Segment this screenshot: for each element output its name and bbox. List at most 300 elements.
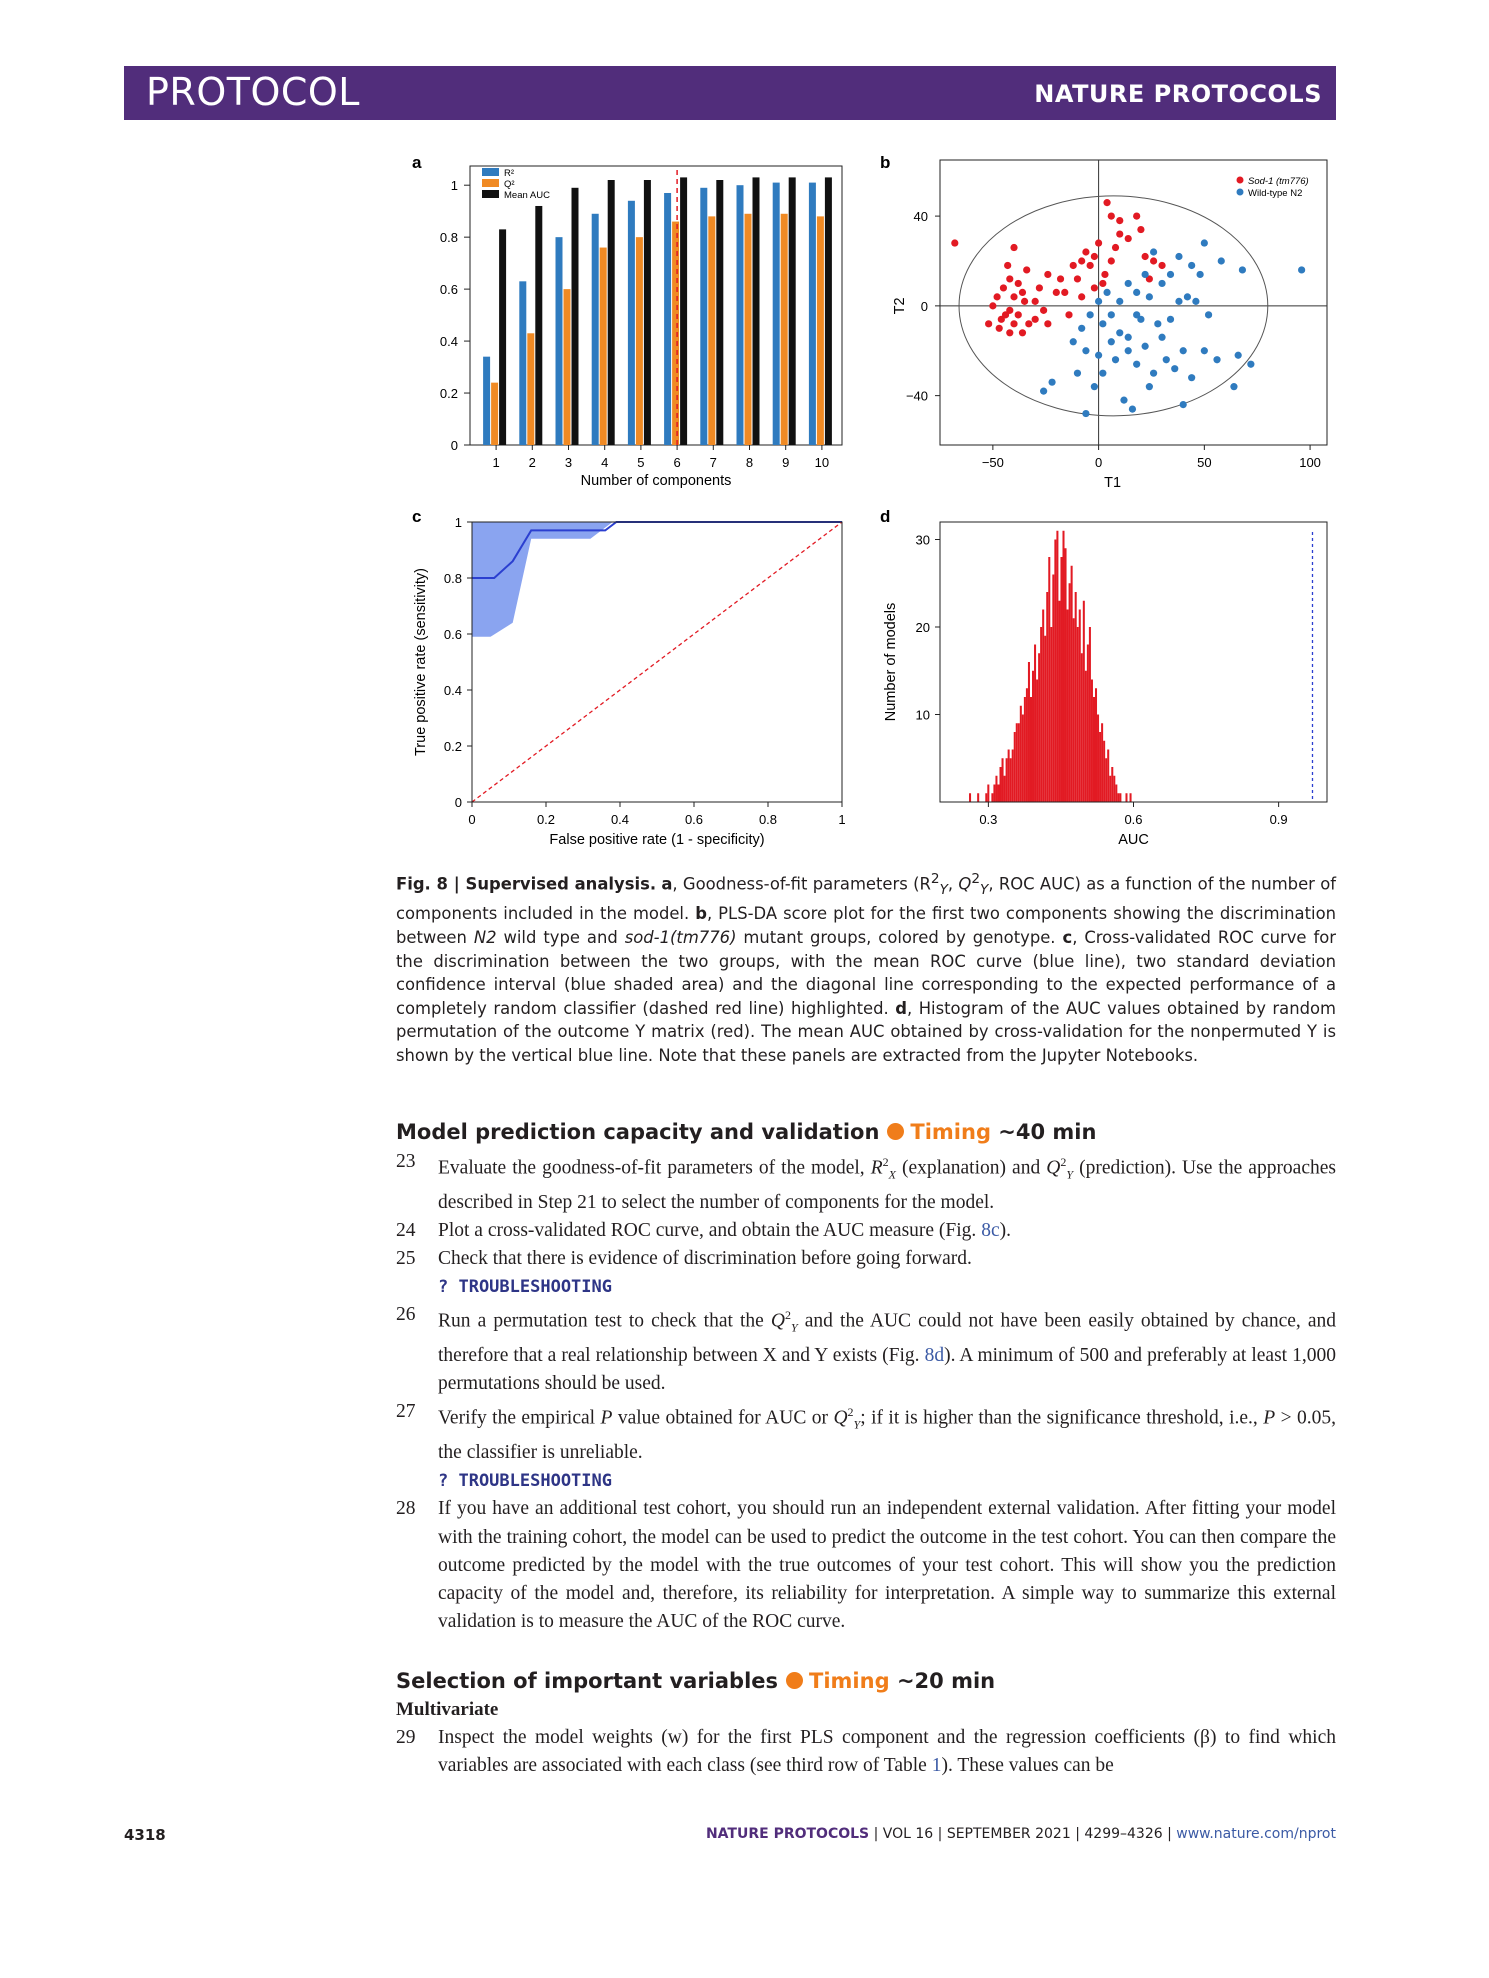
histogram-bar xyxy=(1002,758,1004,802)
caption-text: , PLS-DA score plot for the first two components showing the discrimination between xyxy=(396,904,1336,947)
point-sod1 xyxy=(1032,316,1039,323)
header-section-label: PROTOCOL xyxy=(146,70,360,114)
histogram-bar xyxy=(1115,785,1117,803)
point-sod1 xyxy=(1158,262,1165,269)
y-axis-label: Number of models xyxy=(883,602,899,722)
panel-d-chart xyxy=(880,507,1327,848)
point-sod1 xyxy=(1019,289,1026,296)
bar-q2 xyxy=(636,237,643,445)
histogram-bar xyxy=(1010,758,1012,802)
point-wildtype xyxy=(1125,280,1132,287)
y-axis-label: True positive rate (sensitivity) xyxy=(413,567,429,757)
figure-8 xyxy=(0,0,1489,870)
histogram-bar xyxy=(1089,627,1091,802)
y-tick-label: 0.4 xyxy=(443,683,462,698)
y-tick-label: 0.4 xyxy=(439,334,458,350)
point-sod1 xyxy=(1000,284,1007,291)
bar-mean-auc xyxy=(572,188,579,445)
histogram-bar xyxy=(1000,767,1002,802)
point-sod1 xyxy=(1036,284,1043,291)
y-axis-label: T2 xyxy=(892,297,908,315)
histogram-bar xyxy=(1028,662,1030,802)
point-wildtype xyxy=(1112,356,1119,363)
point-sod1 xyxy=(1065,311,1072,318)
point-wildtype xyxy=(1239,266,1246,273)
histogram-bar xyxy=(1054,540,1056,803)
point-wildtype xyxy=(1125,334,1132,341)
x-axis-label: T1 xyxy=(1104,475,1122,491)
confidence-band xyxy=(472,522,842,637)
histogram-bar xyxy=(1030,697,1032,802)
point-sod1 xyxy=(1078,293,1085,300)
point-wildtype xyxy=(1167,271,1174,278)
x-tick-label: 0.4 xyxy=(610,812,630,827)
random-classifier-line xyxy=(472,522,842,802)
point-wildtype xyxy=(1235,352,1242,359)
point-wildtype xyxy=(1040,388,1047,395)
y-tick-label: 0.8 xyxy=(439,230,458,246)
histogram-bar xyxy=(1012,750,1014,803)
histogram-bar xyxy=(1103,741,1105,802)
fig-8d-link[interactable]: 8d xyxy=(924,1345,945,1366)
point-sod1 xyxy=(1010,293,1017,300)
caption-fig-label: Fig. 8 | Supervised analysis. xyxy=(396,874,657,894)
histogram-bar xyxy=(1119,793,1121,802)
bar-mean-auc xyxy=(789,177,796,445)
histogram-bar xyxy=(1058,601,1060,802)
steps-list-1 xyxy=(396,1148,1336,1636)
histogram-bar xyxy=(1125,793,1127,802)
step-number: 27 xyxy=(396,1401,416,1423)
histogram-bar xyxy=(1034,645,1036,803)
page-number: 4318 xyxy=(124,1826,166,1844)
point-wildtype xyxy=(1158,334,1165,341)
point-wildtype xyxy=(1099,370,1106,377)
point-sod1 xyxy=(1015,311,1022,318)
point-wildtype xyxy=(1247,361,1254,368)
footer-volume: VOL 16 xyxy=(882,1826,934,1842)
histogram-bar xyxy=(1048,557,1050,802)
panel-label-d: d xyxy=(880,507,891,526)
y-tick-label: 0.6 xyxy=(439,282,458,298)
bar-r2 xyxy=(628,201,635,445)
step-24: 24 Plot a cross-validated ROC curve, and obtain the AUC measure (Fig. 8c). xyxy=(396,1217,1336,1245)
histogram-bar xyxy=(1022,715,1024,803)
point-sod1 xyxy=(1015,280,1022,287)
step-23: 23 Evaluate the goodness-of-fit parameters of the model, $R^2_X$ (explanation) and $Q^2_Y$ (prediction). Use the approaches described in Step 21 to select the number of components for the model. xyxy=(396,1148,1336,1217)
point-wildtype xyxy=(1070,338,1077,345)
panel-b-chart xyxy=(880,153,1327,491)
x-tick-label: 0.6 xyxy=(684,812,704,827)
x-tick-label: 0.3 xyxy=(979,812,998,827)
point-wildtype xyxy=(1175,253,1182,260)
point-wildtype xyxy=(1099,320,1106,327)
point-wildtype xyxy=(1298,266,1305,273)
point-wildtype xyxy=(1197,271,1204,278)
histogram-bar xyxy=(1073,618,1075,802)
caption-n2: N2 xyxy=(473,927,497,947)
point-wildtype xyxy=(1108,311,1115,318)
x-tick-label: 4 xyxy=(601,455,609,470)
caption-text: Goodness-of-fit parameters (R xyxy=(677,874,931,894)
histogram-bar xyxy=(1056,531,1058,802)
bar-r2 xyxy=(556,237,563,445)
step-26: 26 Run a permutation test to check that the $Q^2_Y$ and the AUC could not have been easily obtained by chance, and therefore that a real relationship between X and Y exists (Fig. 8d). A minimum of 500 and preferably at least 1,000 permutations should be used. xyxy=(396,1301,1336,1398)
point-sod1 xyxy=(1108,213,1115,220)
histogram-bar xyxy=(1113,776,1115,802)
point-wildtype xyxy=(1129,405,1136,412)
y-tick-label: 0 xyxy=(920,298,928,314)
histogram-bar xyxy=(987,785,989,803)
x-axis-label: Number of components xyxy=(580,473,732,489)
point-wildtype xyxy=(1091,383,1098,390)
bar-r2 xyxy=(592,214,599,445)
histogram-bar xyxy=(1085,671,1087,802)
point-sod1 xyxy=(1116,230,1123,237)
point-wildtype xyxy=(1188,262,1195,269)
histogram-bar xyxy=(1024,697,1026,802)
histogram-bar xyxy=(1040,627,1042,802)
bar-q2 xyxy=(708,216,715,445)
point-sod1 xyxy=(1002,311,1009,318)
bar-mean-auc xyxy=(499,229,506,445)
histogram-bar xyxy=(1105,758,1107,802)
legend-label: Wild-type N2 xyxy=(1248,188,1303,199)
histogram-bar xyxy=(1107,750,1109,803)
point-sod1 xyxy=(1091,284,1098,291)
legend-swatch xyxy=(482,190,499,198)
point-sod1 xyxy=(1053,289,1060,296)
section-title: Model prediction capacity and validation xyxy=(396,1120,880,1144)
y-tick-label: 1 xyxy=(450,178,458,194)
timing-label: Timing xyxy=(809,1669,890,1693)
point-sod1 xyxy=(1023,266,1030,273)
histogram-bar xyxy=(1065,548,1067,802)
step-number: 26 xyxy=(396,1304,416,1326)
point-wildtype xyxy=(1103,289,1110,296)
legend-label: Mean AUC xyxy=(504,190,550,201)
histogram-bar xyxy=(993,785,995,803)
bar-q2 xyxy=(564,289,571,445)
histogram-bar xyxy=(985,793,987,802)
x-tick-label: −50 xyxy=(981,455,1004,470)
x-tick-label: 0.6 xyxy=(1124,812,1143,827)
bar-r2 xyxy=(809,183,816,445)
panel-c-chart xyxy=(412,507,846,848)
footer-url[interactable]: www.nature.com/nprot xyxy=(1176,1826,1336,1842)
timing-label: Timing xyxy=(910,1120,991,1144)
bar-mean-auc xyxy=(608,180,615,445)
histogram-bar xyxy=(1109,776,1111,802)
histogram-bar xyxy=(1026,688,1028,802)
point-sod1 xyxy=(1010,320,1017,327)
caption-text: , ROC AUC) as a function of the number of components included in the model. xyxy=(396,874,1336,924)
point-sod1 xyxy=(1025,320,1032,327)
point-wildtype xyxy=(1116,329,1123,336)
histogram-bar xyxy=(991,793,993,802)
x-tick-label: 9 xyxy=(782,455,790,470)
histogram-bar xyxy=(1097,715,1099,803)
histogram-bar xyxy=(1130,793,1132,802)
point-sod1 xyxy=(1078,257,1085,264)
histogram-bar xyxy=(1075,592,1077,802)
caption-panel-b-label: b xyxy=(695,904,707,924)
fig-8c-link[interactable]: 8c xyxy=(981,1219,1000,1241)
histogram-bar xyxy=(1095,688,1097,802)
plot-frame xyxy=(940,160,1327,445)
point-sod1 xyxy=(1004,262,1011,269)
point-wildtype xyxy=(1133,361,1140,368)
y-tick-label: 0 xyxy=(450,438,458,453)
legend-label: R² xyxy=(504,168,515,179)
histogram-bar xyxy=(1014,732,1016,802)
x-tick-label: 8 xyxy=(745,455,754,470)
histogram-bar xyxy=(969,793,971,802)
step-number: 28 xyxy=(396,1498,416,1520)
y-tick-label: 30 xyxy=(915,532,930,548)
timing-dot-icon xyxy=(786,1672,803,1689)
histogram-bar xyxy=(1016,723,1018,802)
legend-marker xyxy=(1237,189,1244,196)
point-wildtype xyxy=(1201,239,1208,246)
histogram-bar xyxy=(1052,575,1054,803)
point-wildtype xyxy=(1158,280,1165,287)
point-wildtype xyxy=(1150,370,1157,377)
bar-q2 xyxy=(781,214,788,445)
point-sod1 xyxy=(1095,239,1102,246)
histogram-bar xyxy=(1067,610,1069,803)
bar-q2 xyxy=(817,216,824,445)
caption-panel-d-label: d xyxy=(895,998,907,1018)
point-wildtype xyxy=(1184,293,1191,300)
point-sod1 xyxy=(1108,257,1115,264)
x-tick-label: 1 xyxy=(838,812,846,827)
histogram-bar xyxy=(1099,732,1101,802)
section-heading-model-prediction xyxy=(396,1120,1096,1144)
bar-mean-auc xyxy=(825,177,832,445)
timing-dot-icon xyxy=(887,1123,904,1140)
histogram-bar xyxy=(1050,627,1052,802)
point-wildtype xyxy=(1188,374,1195,381)
histogram-bar xyxy=(1020,706,1022,802)
step-29: 29 Inspect the model weights (w) for the first PLS component and the regression coefficients (β) to find which variables are associated with each class (see third row of Table 1). These values can be xyxy=(396,1724,1336,1780)
point-sod1 xyxy=(1032,298,1039,305)
y-tick-label: 0.2 xyxy=(443,739,462,754)
bar-mean-auc xyxy=(680,177,687,445)
troubleshooting-link[interactable]: ? TROUBLESHOOTING xyxy=(438,1471,612,1492)
point-wildtype xyxy=(1082,410,1089,417)
bar-q2 xyxy=(527,333,534,445)
histogram-bar xyxy=(1077,627,1079,802)
bar-q2 xyxy=(491,383,498,445)
point-sod1 xyxy=(1116,217,1123,224)
x-tick-label: 0.2 xyxy=(536,812,556,827)
step-27: 27 Verify the empirical P value obtained for AUC or $Q^2_Y$; if it is higher than the significance threshold, i.e., P > 0.05, the classifier is unreliable. ? TROUBLESHOOTING xyxy=(396,1398,1336,1495)
point-wildtype xyxy=(1087,311,1094,318)
histogram-bar xyxy=(1044,636,1046,802)
y-tick-label: 0.6 xyxy=(443,627,462,642)
caption-text: , Histogram of the AUC values obtained by random permutation of the outcome Y matrix (red). The mean AUC obtained by cross-validation for the nonpermuted Y is shown by the vertical blue line. Note that these panels are extracted from the Jupyter Notebooks. xyxy=(396,998,1336,1065)
legend-marker xyxy=(1237,177,1244,184)
x-tick-label: 0.9 xyxy=(1269,812,1288,827)
point-sod1 xyxy=(1057,275,1064,282)
legend-label: Q² xyxy=(504,179,515,190)
point-wildtype xyxy=(1171,365,1178,372)
histogram-bar xyxy=(1038,653,1040,802)
point-wildtype xyxy=(1146,383,1153,390)
bar-mean-auc xyxy=(753,177,760,445)
point-sod1 xyxy=(1074,275,1081,282)
x-tick-label: 100 xyxy=(1299,455,1321,470)
point-sod1 xyxy=(1070,262,1077,269)
point-wildtype xyxy=(1048,379,1055,386)
caption-text: , Cross-validated ROC curve for the discrimination between the two groups, with the mean ROC curve (blue line), two standard deviation confidence interval (blue shaded area) and the diagonal line corresponding to the expected performance of a completely random classifier (dashed red line) highlighted. xyxy=(396,927,1336,1018)
caption-panel-c-label: c xyxy=(1062,927,1073,947)
section-heading-important-variables xyxy=(396,1669,995,1693)
histogram-bar xyxy=(1087,645,1089,803)
histogram-bar xyxy=(1046,592,1048,802)
point-sod1 xyxy=(1019,329,1026,336)
bar-mean-auc xyxy=(644,180,651,445)
histogram-bar xyxy=(1091,680,1093,803)
bar-r2 xyxy=(737,185,744,445)
point-wildtype xyxy=(1180,347,1187,354)
histogram-bar xyxy=(1117,793,1119,802)
point-sod1 xyxy=(985,320,992,327)
y-tick-label: 10 xyxy=(915,707,930,723)
panel-a-chart xyxy=(412,153,842,489)
point-wildtype xyxy=(1218,257,1225,264)
point-sod1 xyxy=(1125,235,1132,242)
legend-swatch xyxy=(482,179,499,187)
x-tick-label: 5 xyxy=(637,455,645,470)
point-sod1 xyxy=(1099,280,1106,287)
y-tick-label: −40 xyxy=(905,388,928,404)
point-wildtype xyxy=(1074,370,1081,377)
point-sod1 xyxy=(951,239,958,246)
x-tick-label: 0.8 xyxy=(758,812,778,827)
bar-r2 xyxy=(700,188,707,445)
point-sod1 xyxy=(1112,244,1119,251)
point-wildtype xyxy=(1082,347,1089,354)
footer-date: SEPTEMBER 2021 xyxy=(946,1826,1071,1842)
histogram-bar xyxy=(1062,531,1064,802)
point-sod1 xyxy=(1006,329,1013,336)
point-wildtype xyxy=(1142,271,1149,278)
histogram-bar xyxy=(1081,653,1083,802)
panel-label-c: c xyxy=(412,507,422,526)
point-wildtype xyxy=(1154,320,1161,327)
point-wildtype xyxy=(1205,311,1212,318)
point-sod1 xyxy=(1021,298,1028,305)
histogram-bar xyxy=(1111,767,1113,802)
figure-caption: Fig. 8 | Supervised analysis. a, Goodness-of-fit parameters ($R^2_Y$, $Q^2_Y$, ROC AUC) as a function of the number of components included in the model. b, PLS-DA score plot for the first two components showing the discrimination between N2 wild type and sod-1(tm776) mutant groups, colored by genotype. c, Cross-validated ROC curve for the discrimination between the two groups, with the mean ROC curve (blue line), two standard deviation confidence interval (blue shaded area) and the diagonal line corresponding to the expected performance of a completely random classifier (dashed red line) highlighted. d, Histogram of the AUC values obtained by random permutation of the outcome Y matrix (red). The mean AUC obtained by cross-validation for the nonpermuted Y is shown by the vertical blue line. Note that these panels are extracted from the Jupyter Notebooks. xyxy=(396,871,1336,1065)
section-title: Selection of important variables xyxy=(396,1669,779,1693)
step-number: 25 xyxy=(396,1248,416,1269)
x-tick-label: 3 xyxy=(564,455,573,470)
point-wildtype xyxy=(1108,338,1115,345)
point-wildtype xyxy=(1201,347,1208,354)
x-tick-label: 0 xyxy=(468,812,476,827)
point-wildtype xyxy=(1167,316,1174,323)
plot-frame xyxy=(940,522,1327,802)
step-number: 29 xyxy=(396,1727,416,1748)
point-wildtype xyxy=(1120,397,1127,404)
point-sod1 xyxy=(1091,253,1098,260)
x-tick-label: 50 xyxy=(1197,455,1212,470)
caption-sod: sod-1(tm776) xyxy=(624,927,737,947)
timing-value: ~40 min xyxy=(998,1120,1097,1144)
point-sod1 xyxy=(1061,289,1068,296)
bar-r2 xyxy=(773,183,780,445)
histogram-bar xyxy=(1093,697,1095,802)
caption-text: mutant groups, colored by genotype. xyxy=(736,927,1063,947)
point-wildtype xyxy=(1116,298,1123,305)
y-tick-label: 40 xyxy=(913,209,928,225)
point-sod1 xyxy=(1087,262,1094,269)
point-wildtype xyxy=(1095,352,1102,359)
histogram-bar xyxy=(1101,723,1103,802)
bar-mean-auc xyxy=(535,206,542,445)
histogram-bar xyxy=(977,793,979,802)
y-tick-label: 0.2 xyxy=(439,386,458,402)
point-sod1 xyxy=(989,302,996,309)
point-sod1 xyxy=(1137,226,1144,233)
table-1-link[interactable]: 1 xyxy=(931,1755,942,1777)
bar-r2 xyxy=(664,193,671,445)
bar-mean-auc xyxy=(716,180,723,445)
y-tick-label: 0.8 xyxy=(443,571,462,586)
point-wildtype xyxy=(1133,289,1140,296)
point-sod1 xyxy=(1103,199,1110,206)
y-tick-label: 1 xyxy=(454,515,462,530)
histogram-bar xyxy=(1004,776,1006,802)
caption-panel-a-label: a xyxy=(661,874,673,894)
point-sod1 xyxy=(1010,244,1017,251)
histogram-bar xyxy=(1008,750,1010,803)
point-sod1 xyxy=(1133,213,1140,220)
subheading-multivariate: Multivariate xyxy=(396,1699,499,1720)
troubleshooting-link[interactable]: ? TROUBLESHOOTING xyxy=(438,1277,612,1298)
footer-pages: 4299–4326 xyxy=(1084,1826,1163,1842)
bar-q2 xyxy=(672,222,679,445)
point-sod1 xyxy=(1150,257,1157,264)
point-sod1 xyxy=(1101,271,1108,278)
legend-swatch xyxy=(482,168,499,176)
y-tick-label: 0 xyxy=(454,795,462,810)
step-28: 28 If you have an additional test cohort, you should run an independent external validation. After fitting your model with the training cohort, the model can be used to predict the outcome in the test cohort. You can then compare the outcome predicted by the model with the true outcomes of your test cohort. This will show you the prediction capacity of the model and, therefore, its reliability for interpretation. A simple way to summarize this external validation is to measure the AUC of the ROC curve. xyxy=(396,1495,1336,1636)
step-25: 25 Check that there is evidence of discrimination before going forward. ? TROUBLESHOOTING xyxy=(396,1245,1336,1301)
point-wildtype xyxy=(1125,347,1132,354)
caption-text: wild type and xyxy=(496,927,625,947)
point-sod1 xyxy=(1006,275,1013,282)
histogram-bar xyxy=(1060,557,1062,802)
point-wildtype xyxy=(1230,383,1237,390)
histogram-bar xyxy=(1069,583,1071,802)
histogram-bar xyxy=(1079,610,1081,803)
panel-label-a: a xyxy=(412,153,422,172)
histogram-bar xyxy=(1071,566,1073,802)
histogram-bar xyxy=(1042,610,1044,803)
bar-r2 xyxy=(483,357,490,445)
legend-label: Sod-1 (tm776) xyxy=(1248,176,1309,187)
point-wildtype xyxy=(1150,248,1157,255)
x-tick-label: 6 xyxy=(673,455,681,470)
step-number: 23 xyxy=(396,1151,416,1172)
footer-citation: NATURE PROTOCOLS | VOL 16 | SEPTEMBER 2021 | 4299–4326 | www.nature.com/nprot xyxy=(705,1826,1336,1842)
point-wildtype xyxy=(1163,356,1170,363)
point-sod1 xyxy=(1082,248,1089,255)
